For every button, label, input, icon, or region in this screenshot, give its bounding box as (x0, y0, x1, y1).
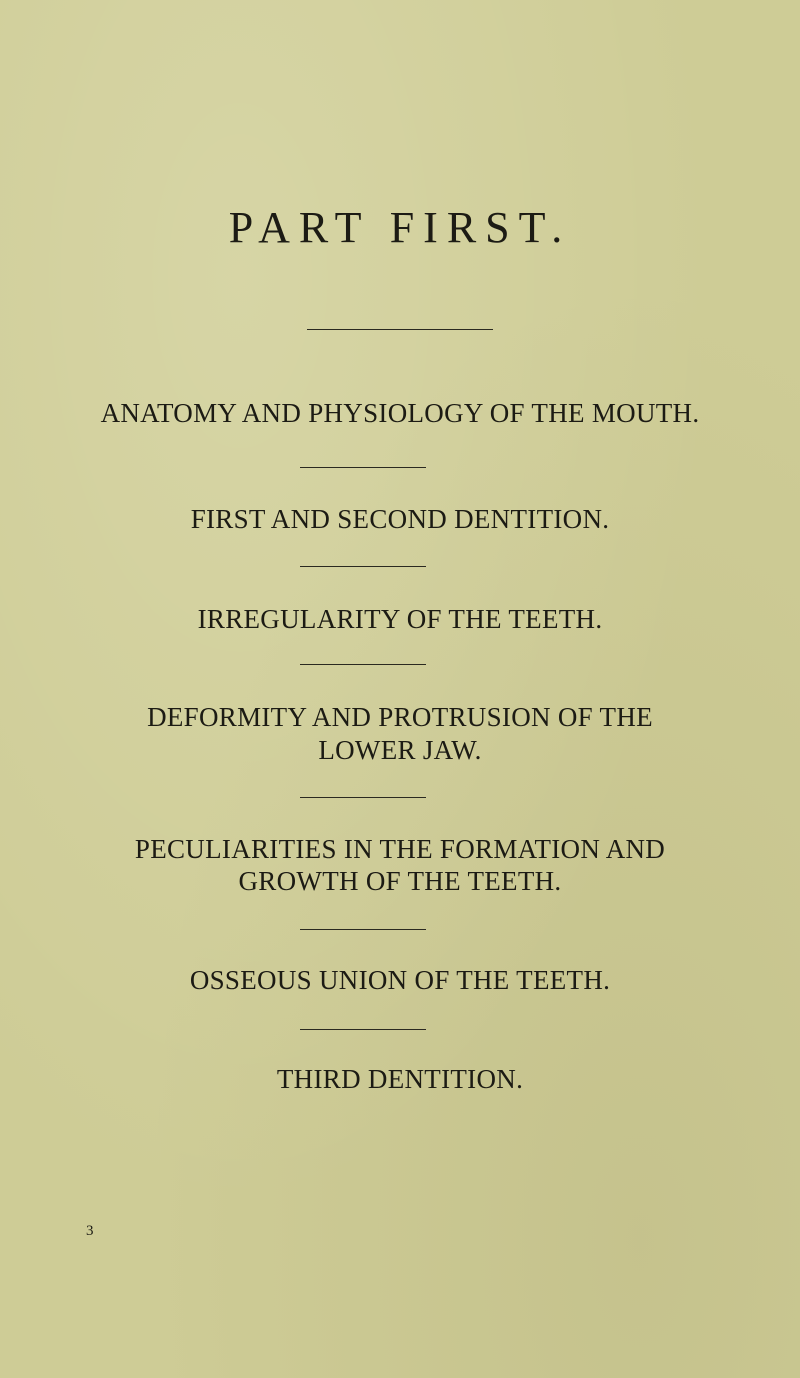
section-divider (300, 566, 426, 567)
part-title: PART FIRST. (228, 203, 572, 252)
section-divider (300, 467, 426, 468)
heading-peculiarities-line-1: PECULIARITIES IN THE FORMATION AND (134, 834, 666, 864)
page-number: 3 (86, 1223, 94, 1239)
heading-third-dentition: THIRD DENTITION. (276, 1064, 524, 1094)
title-divider (307, 329, 493, 330)
section-divider (300, 797, 426, 798)
section-divider (300, 1029, 426, 1030)
heading-deformity-line-1: DEFORMITY AND PROTRUSION OF THE (147, 702, 653, 732)
heading-osseous-union: OSSEOUS UNION OF THE TEETH. (189, 965, 611, 995)
heading-deformity-line-2: LOWER JAW. (318, 735, 482, 765)
heading-peculiarities-line-2: GROWTH OF THE TEETH. (238, 866, 562, 896)
section-divider (300, 929, 426, 930)
section-divider (300, 664, 426, 665)
heading-anatomy: ANATOMY AND PHYSIOLOGY OF THE MOUTH. (100, 398, 700, 428)
heading-irregularity: IRREGULARITY OF THE TEETH. (197, 604, 603, 634)
heading-dentition: FIRST AND SECOND DENTITION. (190, 504, 610, 534)
